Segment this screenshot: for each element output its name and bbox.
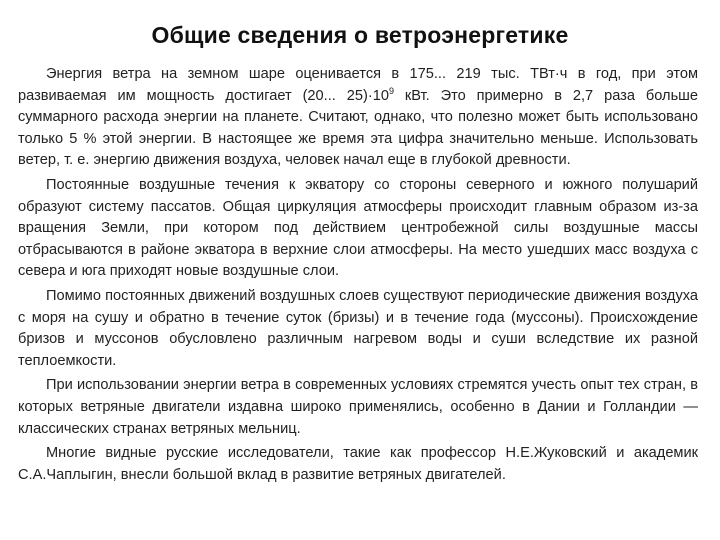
paragraph-1-text-b: кВт. Это примерно в 2,7 раза больше суммарного расхода энергии на планете. Считают, однако, что полезно может быть использовано только 5 % этой энергии. В настоящее же время эта цифра значительно меньше. Использовать ветер, т. е. энергию движения воздуха, человек начал еще в глубокой древности.	[18, 87, 699, 169]
slide-body	[18, 64, 698, 489]
power-exponent: 9	[388, 85, 394, 96]
slide-title: Общие сведения о ветроэнергетике	[151, 22, 569, 48]
paragraph-1-text-a: Энергия ветра на земном шаре оценивается в 175... 219 тыс. ТВт·ч в год, при этом развиваемая им мощность достигает (20... 25)·10	[18, 66, 698, 104]
paragraph-russian-researchers: Многие видные русские исследователи, такие как профессор Н.Е.Жуковский и академик С.А.Чаплыгин, внесли большой вклад в развитие ветряных двигателей.	[18, 445, 698, 483]
paragraph-breezes-monsoons: Помимо постоянных движений воздушных слоев существуют периодические движения воздуха с моря на сушу и обратно в течение суток (бризы) и в течение года (муссоны). Происхождение бризов и муссонов обусловлено различным нагревом воды и суши вследствие их разной теплоемкости.	[18, 287, 698, 369]
paragraph-wind-energy-estimate	[18, 64, 698, 172]
paragraph-foreign-experience: При использовании энергии ветра в современных условиях стремятся учесть опыт тех стран, в которых ветряные двигатели издавна широко применялись, особенно в Дании и Голландии — классических странах ветряных мельниц.	[18, 377, 698, 437]
paragraph-trade-winds: Постоянные воздушные течения к экватору со стороны северного и южного полушарий образуют систему пассатов. Общая циркуляция атмосферы происходит главным образом из-за вращения Земли, при котором под действием центробежной силы воздушные массы отбрасываются в районе экватора в верхние слои атмосферы. На место ушедших масс воздуха с севера и юга приходят новые воздушные слои.	[18, 176, 698, 280]
